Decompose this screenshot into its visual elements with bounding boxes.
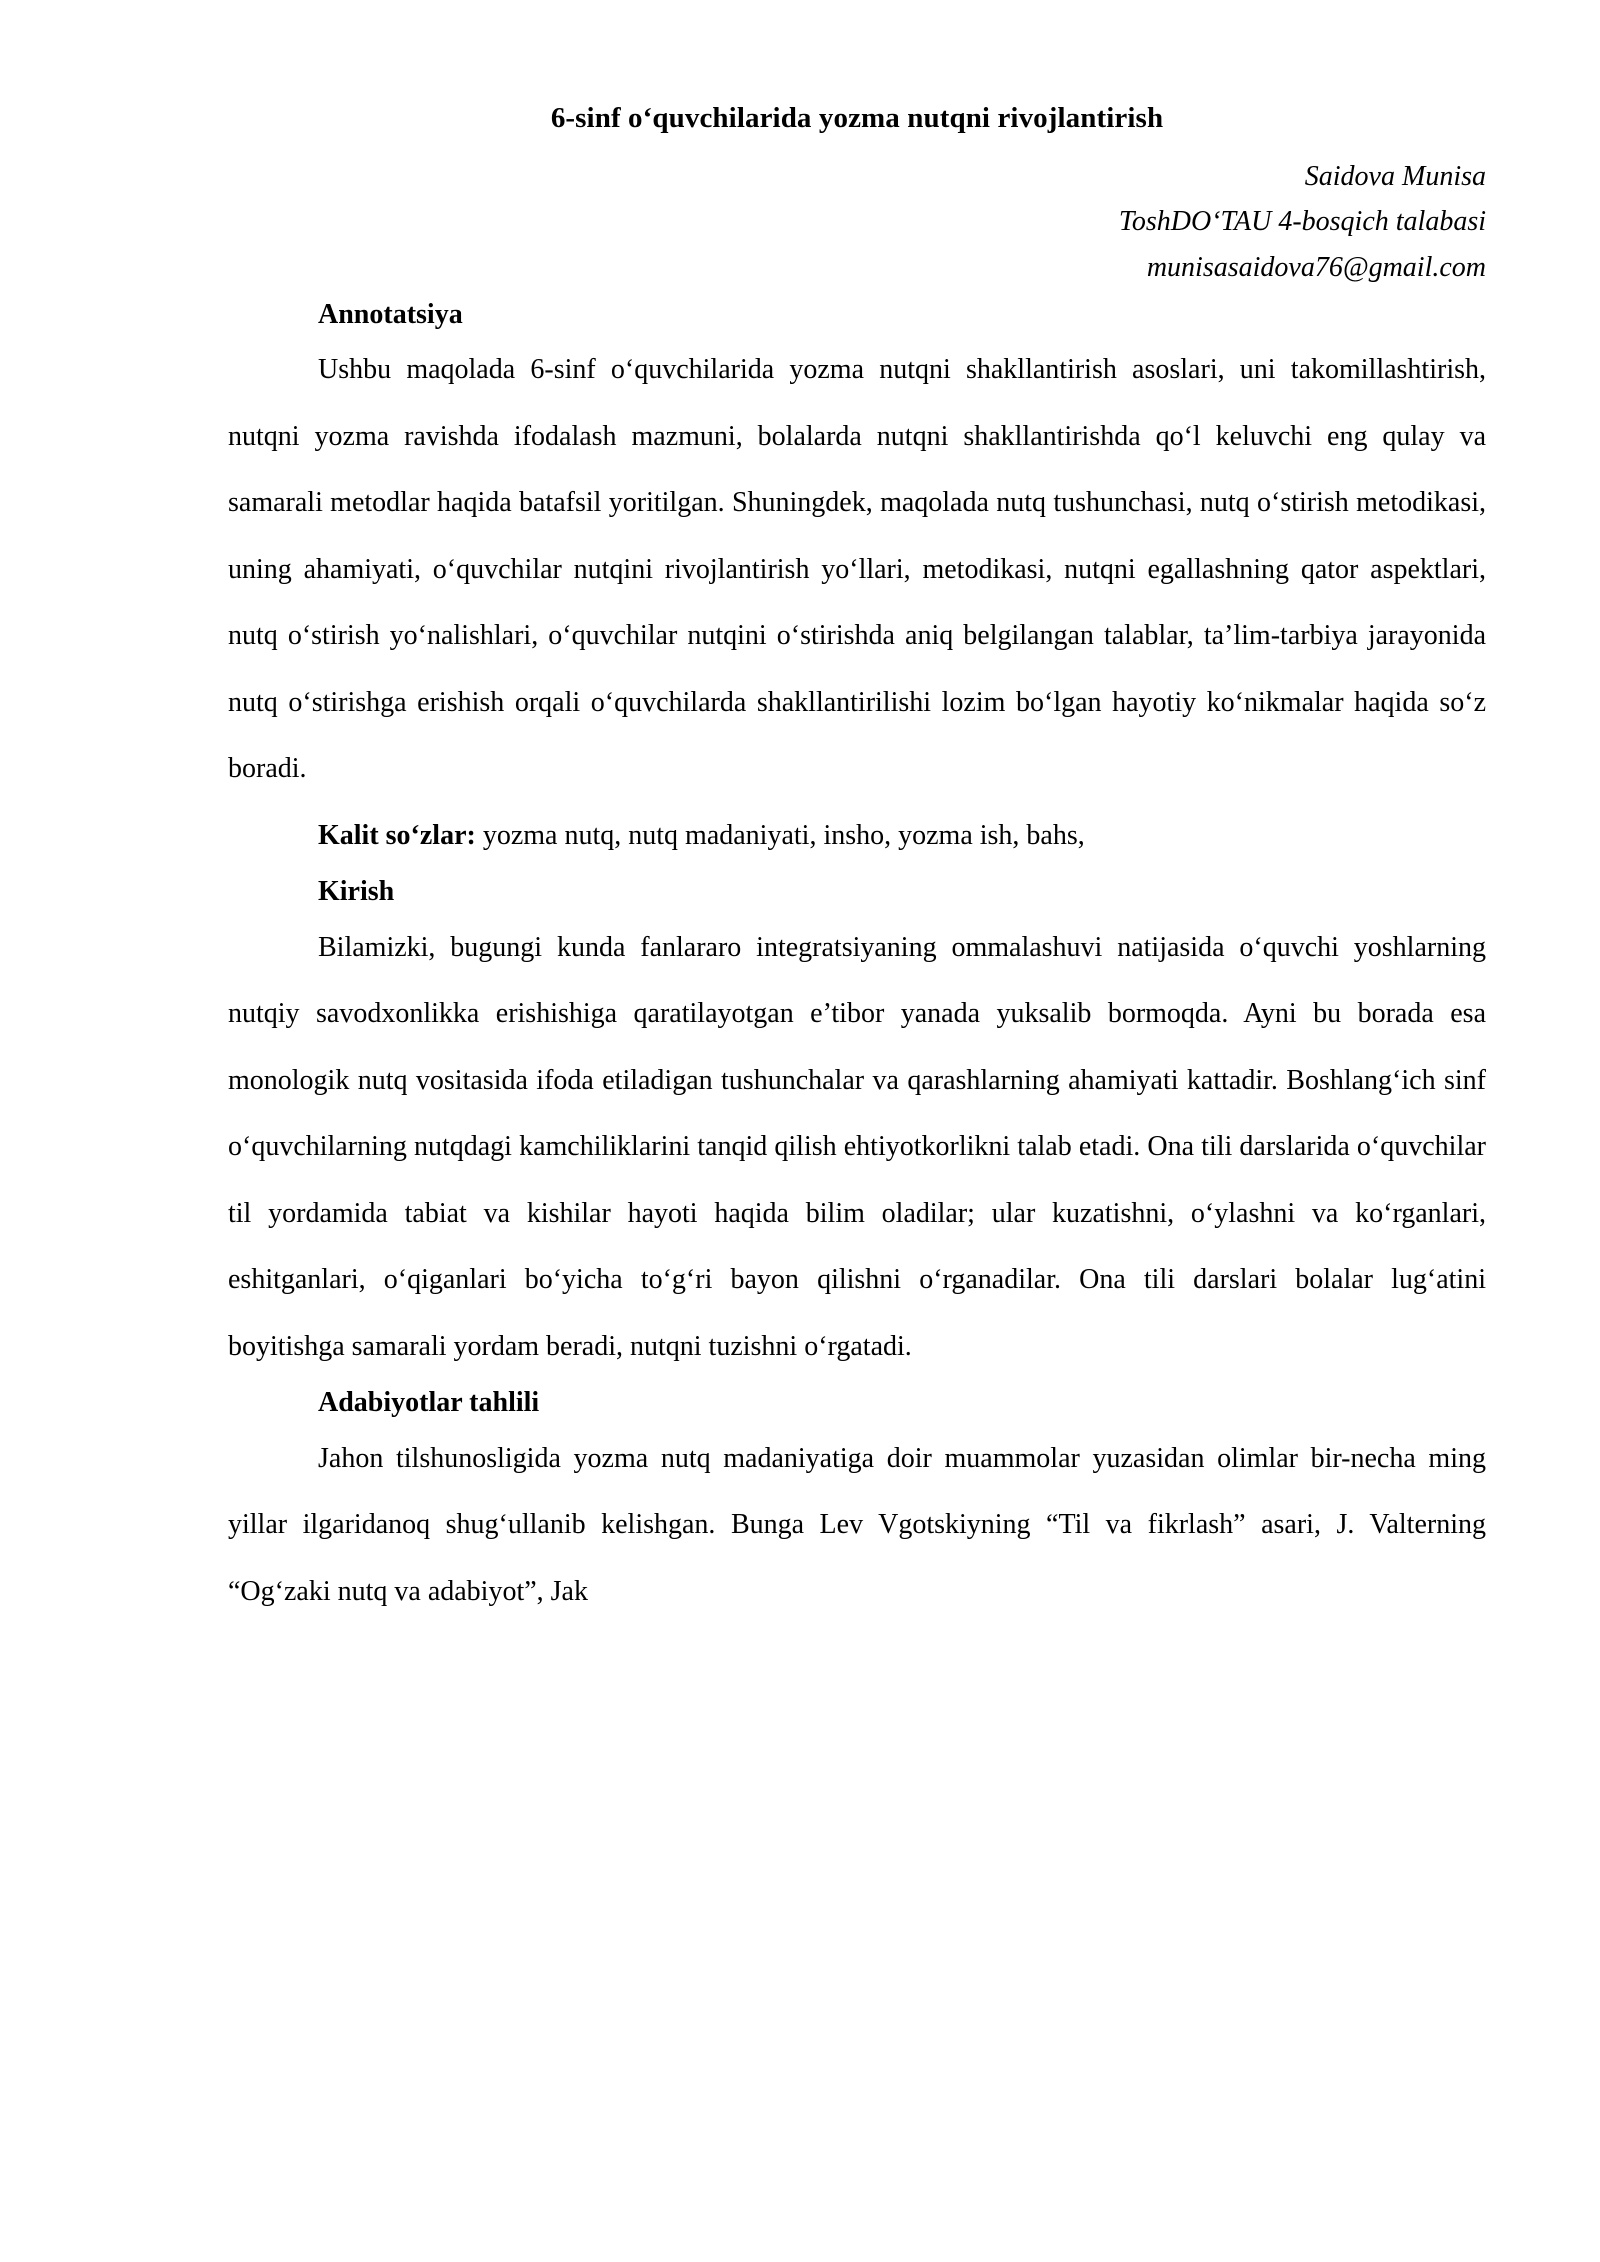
paragraph-abstract: Ushbu maqolada 6-sinf o‘quvchilarida yozma nutqni shakllantirish asoslari, uni takomillashtirish, nutqni yozma ravishda ifodalash mazmuni, bolalarda nutqni shakllantirishda qo‘l keluvchi eng qulay va samarali metodlar haqida batafsil yoritilgan. Shuningdek, maqolada nutq tushunchasi, nutq o‘stirish metodikasi, uning ahamiyati, o‘quvchilar nutqini rivojlantirish yo‘llari, metodikasi, nutqni egallashning qator aspektlari, nutq o‘stirish yo‘nalishlari, o‘quvchilar nutqini o‘stirishda aniq belgilangan talablar, ta’lim-tarbiya jarayonida nutq o‘stirishga erishish orqali o‘quvchilarda shakllantirilishi lozim bo‘lgan hayotiy ko‘nikmalar haqida so‘z boradi. xyxy=(228,354,1486,785)
heading-annotatsiya: Annotatsiya xyxy=(318,299,463,331)
heading-kirish: Kirish xyxy=(318,876,395,908)
heading-adabiyotlar-tahlili: Adabiyotlar tahlili xyxy=(318,1387,540,1419)
keywords-line xyxy=(228,803,1486,870)
author-email: munisasaidova76@gmail.com xyxy=(1146,251,1486,283)
author-block xyxy=(228,154,1486,290)
author-name: Saidova Munisa xyxy=(1304,161,1486,192)
page-content xyxy=(228,0,1486,1625)
keywords-value: yozma nutq, nutq madaniyati, insho, yozma ish, bahs, xyxy=(475,819,1085,851)
keywords-label: Kalit so‘zlar: xyxy=(318,819,476,851)
page-title: 6-sinf o‘quvchilarida yozma nutqni rivojlantirish xyxy=(550,102,1164,134)
author-affiliation: ToshDO‘TAU 4-bosqich talabasi xyxy=(1118,206,1486,238)
paragraph-literature-review: Jahon tilshunosligida yozma nutq madaniyatiga doir muammolar yuzasidan olimlar bir-necha ming yillar ilgaridanoq shug‘ullanib kelishgan. Bunga Lev Vgotskiyning “Til va fikrlash” asari, J. Valterning “Og‘zaki nutq va adabiyot”, Jak xyxy=(228,1442,1486,1607)
paragraph-introduction: Bilamizki, bugungi kunda fanlararo integratsiyaning ommalashuvi natijasida o‘quvchi yoshlarning nutqiy savodxonlikka erishishiga qaratilayotgan e’tibor yanada yuksalib bormoqda. Ayni bu borada esa monologik nutq vositasida ifoda etiladigan tushunchalar va qarashlarning ahamiyati kattadir. Boshlang‘ich sinf o‘quvchilarning nutqdagi kamchiliklarini tanqid qilish ehtiyotkorlikni talab etadi. Ona tili darslarida o‘quvchilar til yordamida tabiat va kishilar hayoti haqida bilim oladilar; ular kuzatishni, o‘ylashni va ko‘rganlari, eshitganlari, o‘qiganlari bo‘yicha to‘g‘ri bayon qilishni o‘rganadilar. Ona tili darslari bolalar lug‘atini boyitishga samarali yordam beradi, nutqni tuzishni o‘rgatadi. xyxy=(228,931,1486,1362)
